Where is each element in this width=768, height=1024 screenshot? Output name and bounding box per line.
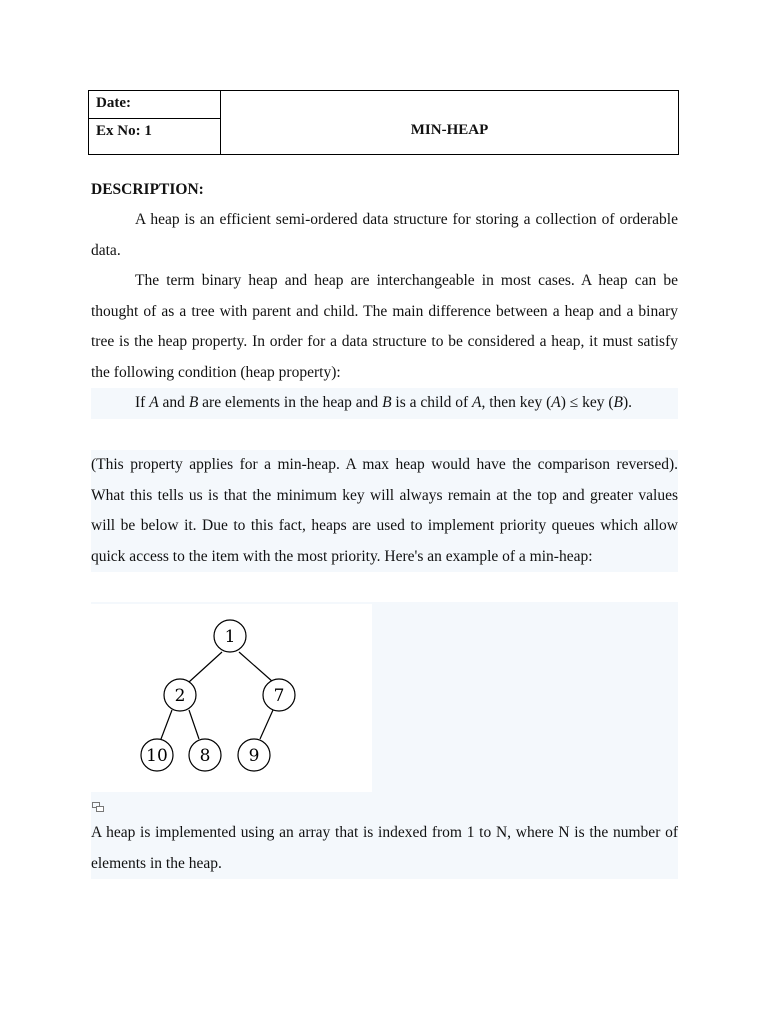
var-a: A	[472, 394, 482, 411]
property-text: ).	[623, 394, 633, 411]
date-label: Date:	[89, 91, 221, 119]
min-heap-tree-svg	[91, 604, 372, 792]
tree-node-label: 9	[248, 746, 260, 766]
var-a: A	[551, 394, 561, 411]
property-text: are elements in the heap and	[198, 394, 383, 411]
var-b: B	[613, 394, 624, 411]
header-table	[88, 90, 679, 155]
property-text: ) ≤ key (	[560, 394, 614, 411]
tree-node-label: 10	[146, 746, 168, 766]
tree-edge	[189, 652, 222, 682]
tree-edge	[161, 710, 172, 739]
section-heading: DESCRIPTION:	[91, 181, 204, 198]
property-text: and	[158, 394, 189, 411]
property-text: If	[135, 394, 150, 411]
paragraph-array-implementation: A heap is implemented using an array that is indexed from 1 to N, where N is the number of elements in the heap.	[91, 818, 678, 879]
page-title: MIN-HEAP	[410, 122, 489, 138]
tree-node-label: 2	[174, 686, 186, 706]
min-heap-diagram	[91, 604, 372, 792]
paragraph-binary-heap: The term binary heap and heap are interchangeable in most cases. A heap can be thought of as a tree with parent and child. The main difference between a heap and a binary tree is the heap property. In order for a data structure to be considered a heap, it must satisfy the following condition (heap property):	[91, 272, 678, 381]
paragraph-min-heap-explanation: (This property applies for a min-heap. A max heap would have the comparison reversed). What this tells us is that the minimum key will always remain at the top and greater values will be below it. Due to this fact, heaps are used to implement priority queues which allow quick access to the item with the most priority. Here's an example of a min-heap:	[91, 450, 678, 572]
var-b: B	[382, 394, 392, 411]
tree-node-label: 8	[199, 746, 211, 766]
tree-node-label: 1	[224, 627, 236, 647]
tree-node-label: 7	[273, 686, 285, 706]
paragraph-heap-property	[91, 388, 678, 419]
paragraph-definition: A heap is an efficient semi-ordered data structure for storing a collection of orderable data.	[91, 211, 678, 259]
tree-edge	[189, 710, 199, 739]
property-text: , then key (	[481, 394, 552, 411]
property-text: is a child of	[391, 394, 473, 411]
var-b: B	[188, 394, 199, 411]
paste-anchor-icon	[92, 802, 104, 812]
tree-edge	[239, 652, 273, 682]
var-a: A	[149, 394, 159, 411]
exercise-number: Ex No: 1	[89, 119, 221, 154]
tree-edge	[260, 710, 273, 739]
